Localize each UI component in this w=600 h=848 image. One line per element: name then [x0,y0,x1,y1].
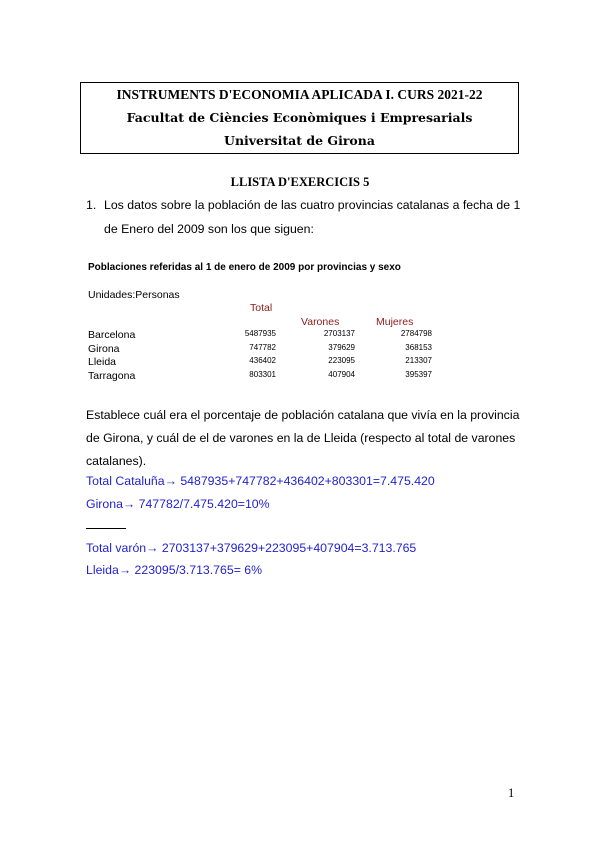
header-mujeres: Mujeres [376,316,414,328]
cell-varones-girona: 379629 [328,343,355,352]
page-number: 1 [508,786,515,800]
question-text: Establece cuál era el porcentaje de población catalana que vivía en la provincia de Girona, y cuál de el de varones en la de Lleida (respecto al total de varones catalanes). [86,408,520,468]
exercise-list-title: LLISTA D'EXERCICIS 5 [230,175,370,189]
cell-varones-lleida: 223095 [328,356,355,365]
answer-total-varon: Total varón→ 2703137+379629+223095+407904=3.713.765 [86,541,417,555]
row-label-girona: Girona [88,343,120,355]
cell-mujeres-tarragona: 395397 [405,370,432,379]
row-label-tarragona: Tarragona [88,370,136,382]
cell-total-tarragona: 803301 [249,370,276,379]
header-total: Total [250,302,273,314]
exercise-text: Los datos sobre la población de las cuatro provincias catalanas a fecha de 1 de Enero del 2009 son los que siguen: [104,198,521,236]
cell-total-girona: 747782 [249,343,276,352]
cell-varones-barcelona: 2703137 [323,329,355,338]
cell-total-lleida: 436402 [249,356,276,365]
table-title: Poblaciones referidas al 1 de enero de 2009 por provincias y sexo [88,262,401,273]
faculty-name: Facultat de Ciències Econòmiques i Empresarials [126,110,473,125]
answer-lleida: Lleida→ 223095/3.713.765= 6% [86,563,263,577]
university-name: Universitat de Girona [224,133,375,148]
row-label-lleida: Lleida [88,356,117,368]
separator-line [86,528,126,529]
header-box [80,82,519,154]
cell-total-barcelona: 5487935 [244,329,276,338]
header-varones: Varones [301,316,340,328]
cell-mujeres-lleida: 213307 [405,356,432,365]
table-units: Unidades:Personas [88,289,180,301]
exercise-number: 1. [86,198,97,212]
row-label-barcelona: Barcelona [88,329,136,341]
course-title: INSTRUMENTS D'ECONOMIA APLICADA I. CURS 2021-22 [116,87,483,102]
cell-mujeres-barcelona: 2784798 [400,329,432,338]
answer-girona: Girona→ 747782/7.475.420=10% [86,497,270,511]
cell-varones-tarragona: 407904 [328,370,355,379]
answer-total-cataluna: Total Cataluña→ 5487935+747782+436402+803301=7.475.420 [86,474,435,488]
cell-mujeres-girona: 368153 [405,343,432,352]
